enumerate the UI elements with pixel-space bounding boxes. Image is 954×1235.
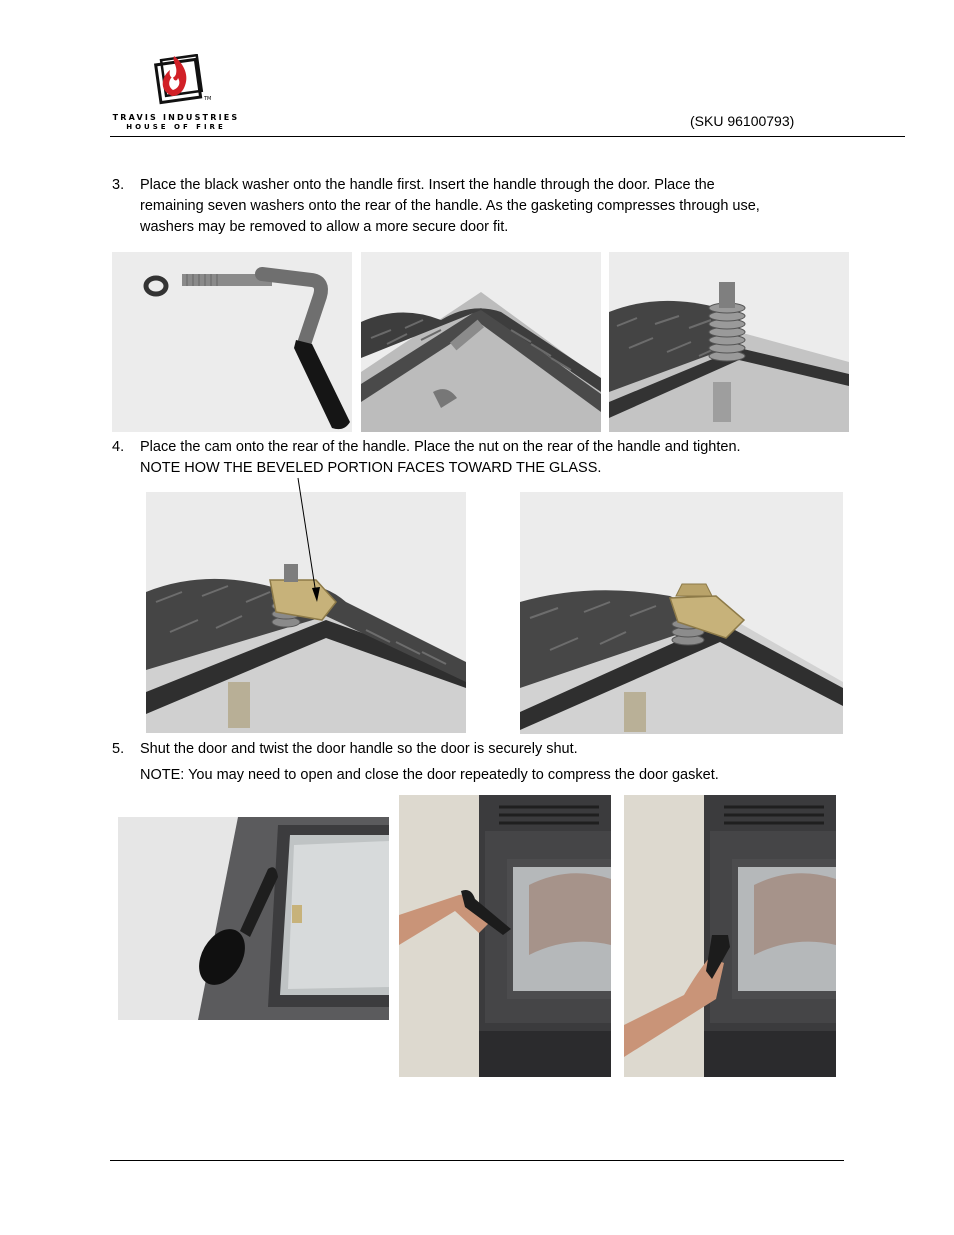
step-text-line: Place the cam onto the rear of the handle. Place the nut on the rear of the handle and tighten. bbox=[140, 439, 741, 455]
step-number: 3. bbox=[112, 177, 125, 193]
handle-and-washer-photo bbox=[112, 252, 352, 432]
logo-tagline-text: HOUSE OF FIRE bbox=[126, 123, 226, 131]
step-text-line: remaining seven washers onto the rear of the handle. As the gasketing compresses through use, bbox=[140, 198, 760, 214]
handle-closeup-photo bbox=[118, 817, 389, 1020]
handle-through-door-photo bbox=[361, 252, 601, 432]
travis-industries-logo bbox=[112, 54, 240, 134]
step-text-line: Shut the door and twist the door handle so the door is securely shut. bbox=[140, 741, 578, 757]
footer-divider bbox=[110, 1160, 844, 1161]
bevel-pointer-arrow-icon bbox=[290, 476, 330, 606]
sku-label: (SKU 96100793) bbox=[690, 113, 795, 129]
step-text-line: washers may be removed to allow a more secure door fit. bbox=[140, 219, 509, 235]
washers-on-handle-photo bbox=[609, 252, 849, 432]
step-text-line: NOTE HOW THE BEVELED PORTION FACES TOWARD THE GLASS. bbox=[140, 460, 602, 476]
step-number: 4. bbox=[112, 439, 125, 455]
step-text-line: NOTE: You may need to open and close the door repeatedly to compress the door gasket. bbox=[140, 767, 719, 783]
nut-tightened-photo bbox=[520, 492, 843, 734]
logo-brand-text: TRAVIS INDUSTRIES bbox=[112, 113, 240, 122]
step-4 bbox=[112, 437, 852, 481]
stove-door-closed-photo bbox=[624, 795, 836, 1077]
step-5 bbox=[112, 739, 852, 789]
step-number: 5. bbox=[112, 741, 125, 757]
flame-logo-icon bbox=[112, 54, 240, 112]
svg-text:TM: TM bbox=[204, 96, 212, 102]
step-3 bbox=[112, 175, 852, 241]
header-divider bbox=[110, 136, 905, 137]
step-text-line: Place the black washer onto the handle first. Insert the handle through the door. Place the bbox=[140, 177, 715, 193]
stove-door-open-photo bbox=[399, 795, 611, 1077]
